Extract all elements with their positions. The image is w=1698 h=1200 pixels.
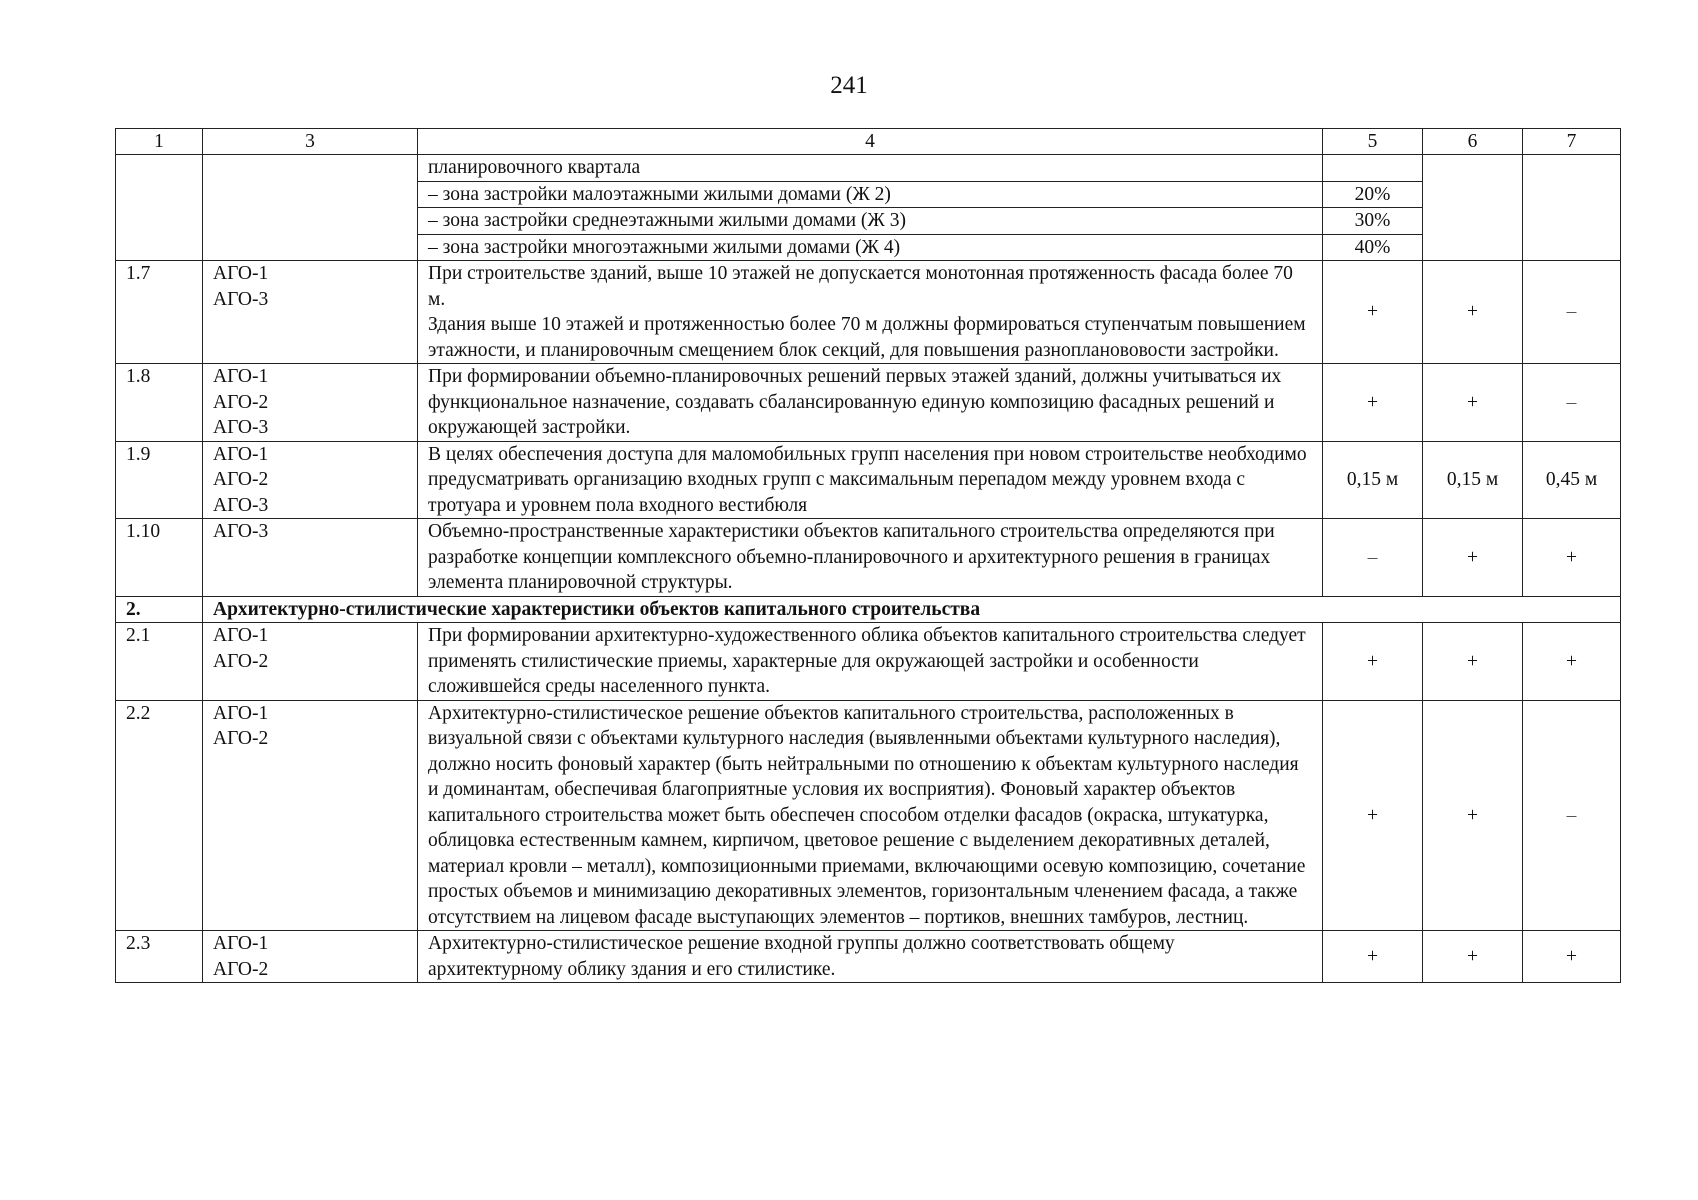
page-number: 241 bbox=[830, 72, 868, 99]
zone-code: АГО-1 bbox=[213, 443, 269, 465]
table-row bbox=[116, 364, 1621, 442]
cell-codes bbox=[203, 364, 418, 442]
cell-text bbox=[418, 261, 1323, 364]
zone-code: АГО-1 bbox=[213, 702, 269, 724]
zone-code: АГО-3 bbox=[213, 521, 269, 542]
zone-line: планировочного квартала bbox=[418, 155, 1322, 182]
cell-codes bbox=[203, 261, 418, 364]
cell-num bbox=[116, 155, 203, 261]
cell-codes bbox=[203, 623, 418, 701]
cell-col5 bbox=[1323, 155, 1423, 261]
zone-code: АГО-3 bbox=[213, 288, 269, 310]
paragraph: Архитектурно-стилистическое решение объектов капитального строительства, расположенных в визуальной связи с объектами культурного наследия (выявленными объектами культурного наследия), должно носить фоновый характер (быть нейтральными по отношению к объектам культурного наследия и доминантам, обеспечивая благоприятные условия их восприятия). Фоновый характер объектов капитального строительства может быть обеспечен способом отделки фасадов (окраска, штукатурка, облицовка естественным камнем, кирпичом, цветовое решение с выделением декоративных деталей, материал кровли – металл), композиционными приемами, включающими осевую композицию, сочетание простых объемов и минимизацию декоративных элементов, горизонтальным членением фасада, а также отсутствием на лицевом фасаде выступающих элементов – портиков, внешних тамбуров, лестниц. bbox=[428, 702, 1306, 928]
zone-code: АГО-2 bbox=[213, 650, 269, 672]
paragraph: Здания выше 10 этажей и протяженностью более 70 м должны формироваться ступенчатым повышением этажности, и планировочным смещением блок секций, для повышения разнопланововости застройки. bbox=[428, 314, 1306, 361]
cell-num: 1.9 bbox=[116, 441, 203, 519]
cell-num: 2.3 bbox=[116, 931, 203, 983]
paragraph: При строительстве зданий, выше 10 этажей не допускается монотонная протяженность фасада более 70 м. bbox=[428, 263, 1293, 310]
cell-c5: 0,15 м bbox=[1323, 441, 1423, 519]
cell-c5: + bbox=[1323, 700, 1423, 931]
cell-codes bbox=[203, 155, 418, 261]
zone-value: 40% bbox=[1354, 236, 1391, 258]
cell-num: 1.10 bbox=[116, 519, 203, 597]
paragraph: Объемно-пространственные характеристики объектов капитального строительства определяются при разработке концепции комплексного объемно-планировочного и архитектурного решения в границах элемента планировочной структуры. bbox=[428, 521, 1275, 593]
cell-c5: – bbox=[1323, 519, 1423, 597]
cell-c7: 0,45 м bbox=[1523, 441, 1621, 519]
cell-codes bbox=[203, 931, 418, 983]
continuation-row bbox=[116, 155, 1621, 261]
cell-col7 bbox=[1523, 155, 1621, 261]
cell-num: 1.8 bbox=[116, 364, 203, 442]
zone-code: АГО-1 bbox=[213, 933, 269, 954]
zone-code: АГО-3 bbox=[213, 417, 269, 438]
paragraph: Архитектурно-стилистическое решение входной группы должно соответствовать общему архитектурному облику здания и его стилистике. bbox=[428, 933, 1175, 980]
header-col-4: 4 bbox=[418, 129, 1323, 155]
cell-c6: + bbox=[1423, 623, 1523, 701]
header-col-5: 5 bbox=[1323, 129, 1423, 155]
zone-code: АГО-3 bbox=[213, 494, 269, 516]
header-col-7: 7 bbox=[1523, 129, 1621, 155]
cell-c6: + bbox=[1423, 519, 1523, 597]
zone-value bbox=[1323, 155, 1422, 182]
table-row bbox=[116, 261, 1621, 364]
section-title: Архитектурно-стилистические характеристики объектов капитального строительства bbox=[203, 596, 1621, 623]
zone-code: АГО-1 bbox=[213, 366, 269, 387]
zone-line: – зона застройки малоэтажными жилыми домами (Ж 2) bbox=[418, 182, 1322, 209]
cell-codes bbox=[203, 441, 418, 519]
paragraph: В целях обеспечения доступа для маломобильных групп населения при новом строительстве необходимо предусматривать организацию входных групп с максимальным перепадом между уровнем входа с тротуара и уровнем пола входного вестибюля bbox=[428, 443, 1307, 516]
table-row bbox=[116, 441, 1621, 519]
requirements-table bbox=[115, 128, 1621, 983]
zone-code: АГО-2 bbox=[213, 469, 269, 490]
table-row bbox=[116, 931, 1621, 983]
zone-code: АГО-2 bbox=[213, 728, 269, 749]
zone-code: АГО-2 bbox=[213, 391, 269, 413]
header-col-3: 3 bbox=[203, 129, 418, 155]
cell-c6: + bbox=[1423, 700, 1523, 931]
section-num: 2. bbox=[116, 596, 203, 623]
cell-text bbox=[418, 155, 1323, 261]
cell-text bbox=[418, 364, 1323, 442]
header-col-6: 6 bbox=[1423, 129, 1523, 155]
cell-c5: + bbox=[1323, 261, 1423, 364]
cell-text bbox=[418, 441, 1323, 519]
cell-num: 2.2 bbox=[116, 700, 203, 931]
cell-num: 1.7 bbox=[116, 261, 203, 364]
zone-code: АГО-1 bbox=[213, 263, 269, 284]
cell-c6: + bbox=[1423, 931, 1523, 983]
cell-text bbox=[418, 623, 1323, 701]
paragraph: При формировании объемно-планировочных решений первых этажей зданий, должны учитываться их функциональное назначение, создавать сбалансированную единую композицию фасадных решений и окружающей застройки. bbox=[428, 366, 1282, 438]
cell-text bbox=[418, 519, 1323, 597]
paragraph: При формировании архитектурно-художественного облика объектов капитального строительства следует применять стилистические приемы, характерные для окружающей застройки и особенности сложившейся среды населенного пункта. bbox=[428, 625, 1306, 697]
cell-c5: + bbox=[1323, 931, 1423, 983]
cell-text bbox=[418, 700, 1323, 931]
zone-value: 20% bbox=[1323, 182, 1422, 209]
cell-c7: – bbox=[1523, 700, 1621, 931]
cell-c5: + bbox=[1323, 364, 1423, 442]
cell-c6: + bbox=[1423, 261, 1523, 364]
cell-codes bbox=[203, 700, 418, 931]
cell-c6: + bbox=[1423, 364, 1523, 442]
cell-col6 bbox=[1423, 155, 1523, 261]
table-row bbox=[116, 519, 1621, 597]
section-row bbox=[116, 596, 1621, 623]
zone-line: – зона застройки среднеэтажными жилыми домами (Ж 3) bbox=[418, 208, 1322, 235]
zone-value: 30% bbox=[1323, 208, 1422, 235]
cell-c5: + bbox=[1323, 623, 1423, 701]
zone-line: – зона застройки многоэтажными жилыми домами (Ж 4) bbox=[428, 236, 901, 258]
table-row bbox=[116, 623, 1621, 701]
cell-codes bbox=[203, 519, 418, 597]
cell-num: 2.1 bbox=[116, 623, 203, 701]
cell-c6: 0,15 м bbox=[1423, 441, 1523, 519]
cell-c7: + bbox=[1523, 519, 1621, 597]
cell-text bbox=[418, 931, 1323, 983]
header-col-1: 1 bbox=[116, 129, 203, 155]
table-row bbox=[116, 700, 1621, 931]
header-row bbox=[116, 129, 1621, 155]
cell-c7: – bbox=[1523, 261, 1621, 364]
zone-code: АГО-2 bbox=[213, 958, 269, 980]
zone-code: АГО-1 bbox=[213, 625, 269, 646]
cell-c7: + bbox=[1523, 931, 1621, 983]
cell-c7: – bbox=[1523, 364, 1621, 442]
cell-c7: + bbox=[1523, 623, 1621, 701]
